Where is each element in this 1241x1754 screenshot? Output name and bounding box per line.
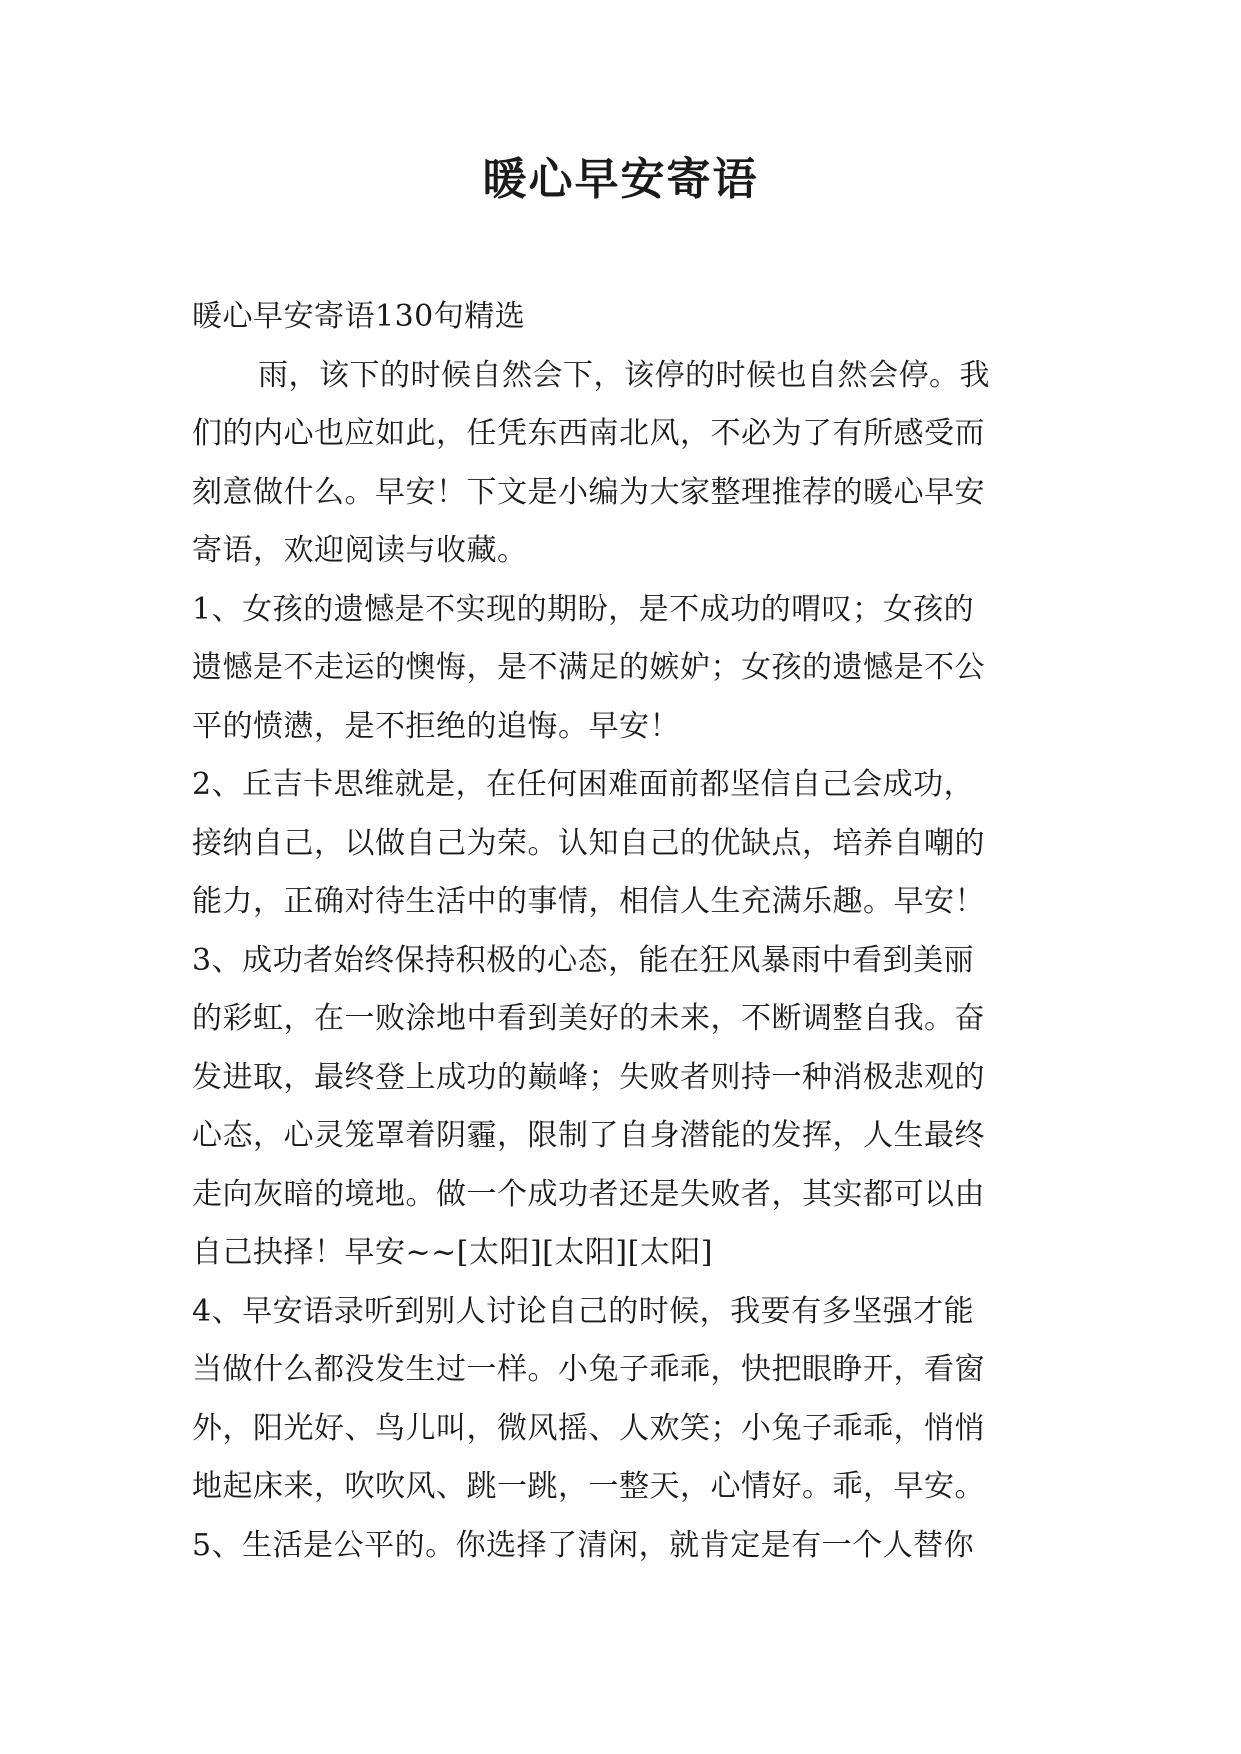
item-5-line: 5、生活是公平的。你选择了清闲，就肯定是有一个人替你: [192, 1527, 975, 1563]
item-3-line: 发进取，最终登上成功的巅峰；失败者则持一种消极悲观的: [192, 1059, 985, 1095]
document-title: 暖心早安寄语: [482, 154, 759, 205]
item-2-line: 能力，正确对待生活中的事情，相信人生充满乐趣。早安！: [192, 884, 985, 919]
item-3-line: 3、成功者始终保持积极的心态，能在狂风暴雨中看到美丽: [192, 942, 975, 978]
item-4-line: 当做什么都没发生过一样。小兔子乖乖，快把眼睁开，看窗: [192, 1352, 985, 1387]
item-3-line: 的彩虹，在一败涂地中看到美好的未来，不断调整自我。奋: [192, 1001, 985, 1036]
item-4-line: 外，阳光好、鸟儿叫，微风摇、人欢笑；小兔子乖乖，悄悄: [192, 1410, 985, 1446]
document-body: [192, 288, 1072, 1575]
intro-line: 刻意做什么。早安！下文是小编为大家整理推荐的暖心早安: [192, 474, 985, 510]
item-1-line: 遗憾是不走运的懊悔，是不满足的嫉妒；女孩的遗憾是不公: [192, 650, 985, 685]
intro-line: 们的内心也应如此，任凭东西南北风，不必为了有所感受而: [192, 416, 985, 451]
intro-line: 雨，该下的时候自然会下，该停的时候也自然会停。我: [258, 357, 990, 393]
item-3-line: 自己抉择！早安~~[太阳][太阳][太阳]: [192, 1235, 713, 1270]
item-2-line: 接纳自己，以做自己为荣。认知自己的优缺点，培养自嘲的: [192, 825, 985, 861]
item-4-line: 地起床来，吹吹风、跳一跳，一整天，心情好。乖，早安。: [192, 1469, 985, 1504]
item-3-line: 心态，心灵笼罩着阴霾，限制了自身潜能的发挥，人生最终: [192, 1118, 985, 1153]
item-1-line: 平的愤懑，是不拒绝的追悔。早安！: [192, 708, 680, 744]
item-2-line: 2、丘吉卡思维就是，在任何困难面前都坚信自己会成功，: [192, 767, 975, 802]
subtitle-line: 暖心早安寄语130句精选: [192, 299, 526, 334]
item-3-line: 走向灰暗的境地。做一个成功者还是失败者，其实都可以由: [192, 1176, 985, 1212]
item-4-line: 4、早安语录听到别人讨论自己的时候，我要有多坚强才能: [192, 1293, 975, 1329]
intro-line: 寄语，欢迎阅读与收藏。: [192, 533, 528, 568]
item-1-line: 1、女孩的遗憾是不实现的期盼，是不成功的喟叹；女孩的: [192, 591, 975, 627]
